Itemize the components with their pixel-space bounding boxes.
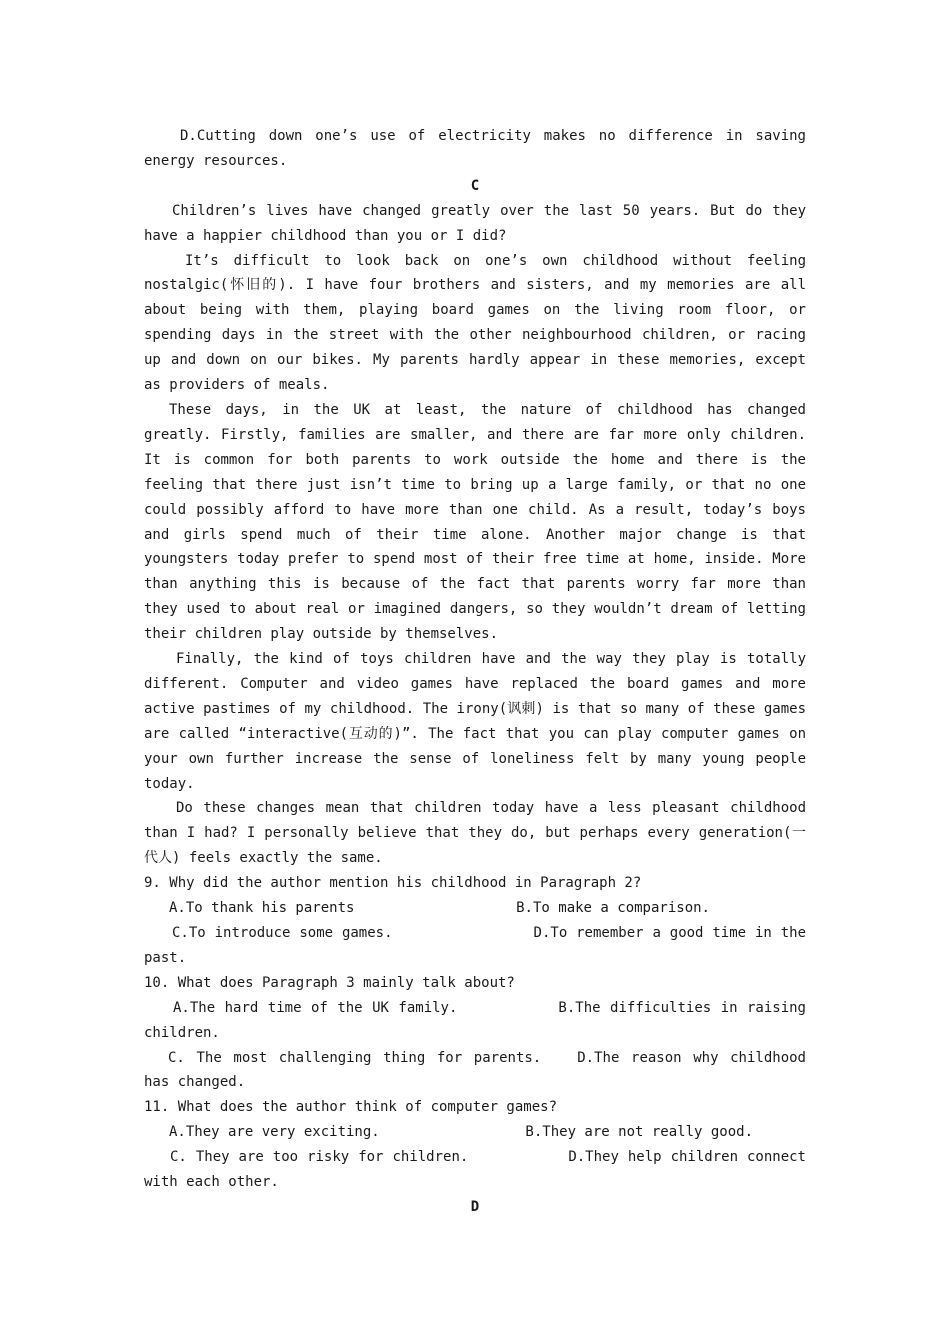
question-10-stem: 10. What does Paragraph 3 mainly talk about? <box>144 974 515 991</box>
question-9-options-cd <box>144 921 806 971</box>
question-11-option-a: A.They are very exciting. <box>169 1124 380 1141</box>
question-11-stem: 11. What does the author think of computer games? <box>144 1099 558 1116</box>
previous-option-d: D.Cutting down one’s use of electricity makes no difference in saving energy resources. <box>144 128 815 169</box>
question-10-option-d: D.The reason why childhood has changed. <box>144 1049 806 1091</box>
question-11-options-ab <box>144 1120 806 1145</box>
question-9-option-a: A.To thank his parents <box>169 900 355 917</box>
passage-paragraph-1: Children’s lives have changed greatly over the last 50 years. But do they have a happier childhood than you or I did? <box>144 202 815 244</box>
question-11-options-cd <box>144 1145 806 1195</box>
question-9-stem: 9. Why did the author mention his childhood in Paragraph 2? <box>144 875 642 892</box>
passage-paragraph-2: It’s difficult to look back on one’s own childhood without feeling nostalgic(怀旧的). I have four brothers and sisters, and my memories are all about being with them, playing board games on the living room floor, or spending days in the street with the other neighbourhood children, or racing up and down on our bikes. My parents hardly appear in these memories, except as providers of meals. <box>144 252 815 394</box>
question-9-option-d: D.To remember a good time in the past. <box>144 925 806 966</box>
question-11-option-b: B.They are not really good. <box>525 1124 753 1141</box>
question-11-option-c: C. They are too risky for children. <box>170 1149 469 1166</box>
question-9-option-c: C.To introduce some games. <box>172 925 393 941</box>
question-9-options-ab <box>144 896 806 921</box>
passage-paragraph-5: Do these changes mean that children today have a less pleasant childhood than I had? I personally believe that they do, but perhaps every generation(一代人) feels exactly the same. <box>144 800 815 867</box>
question-11-option-d: D.They help children connect with each other. <box>144 1149 806 1191</box>
section-heading-d: D <box>470 1198 480 1215</box>
question-10-option-a: A.The hard time of the UK family. <box>173 999 458 1016</box>
exam-page <box>144 124 815 1220</box>
question-10-options-cd <box>144 1046 806 1096</box>
question-9-option-b: B.To make a comparison. <box>516 900 710 917</box>
passage-paragraph-4: Finally, the kind of toys children have and the way they play is totally different. Computer and video games have replaced the board games and more active pastimes of my childhood. The irony(讽刺) is that so many of these games are called “interactive(互动的)”. The fact that you can play computer games on your own further increase the sense of loneliness felt by many young people today. <box>144 651 815 792</box>
question-10-option-b: B.The difficulties in raising children. <box>144 999 806 1041</box>
passage-paragraph-3: These days, in the UK at least, the nature of childhood has changed greatly. Firstly, families are smaller, and there are far more only children. It is common for both parents to work outside the home and there is the feeling that there just isn’t time to bring up a large family, or that no one could possibly afford to have more than one child. As a result, today’s boys and girls spend much of their time alone. Another major change is that youngsters today prefer to spend most of their free time at home, inside. More than anything this is because of the fact that parents worry far more than they used to about real or imagined dangers, so they wouldn’t dream of letting their children play outside by themselves. <box>144 401 815 643</box>
section-heading-c: C <box>470 177 480 194</box>
question-10-options-ab <box>144 996 806 1046</box>
question-10-option-c: C. The most challenging thing for parents. <box>168 1049 542 1066</box>
